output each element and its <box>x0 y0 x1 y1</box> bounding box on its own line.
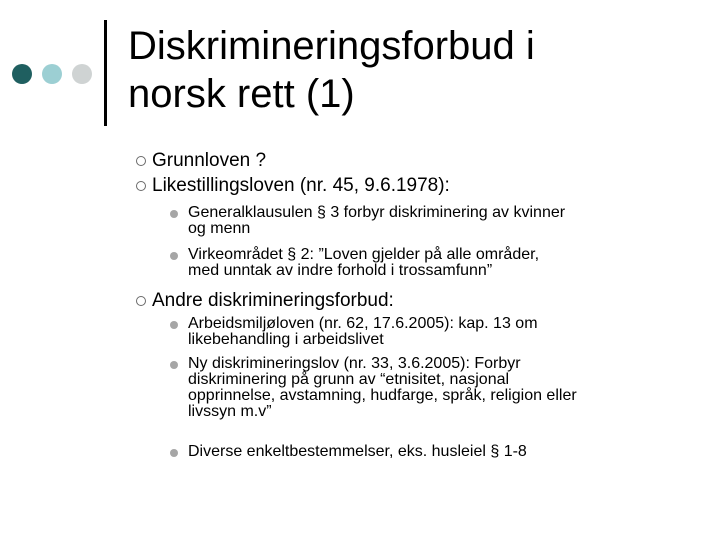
bullet-grunnloven: Grunnloven ? <box>152 150 267 171</box>
sub-bullet-generalklausulen <box>188 205 688 237</box>
text-line: livssyn m.v” <box>188 403 272 420</box>
sub-bullet-arbeidsmiljoloven <box>188 316 688 348</box>
gray-dot <box>72 64 92 84</box>
filled-bullet <box>170 449 178 457</box>
title-divider <box>104 20 107 126</box>
title-line-1: Diskrimineringsforbud i <box>128 24 535 68</box>
filled-bullet <box>170 321 178 329</box>
bullet-likestillingsloven: Likestillingsloven (nr. 45, 9.6.1978): <box>152 175 450 196</box>
dark-teal-dot <box>12 64 32 84</box>
sub-bullet-virkeomradet <box>188 247 688 279</box>
filled-bullet <box>170 210 178 218</box>
hollow-bullet <box>136 156 146 166</box>
text-line: og menn <box>188 220 251 237</box>
decorative-dots <box>12 64 96 86</box>
hollow-bullet <box>136 296 146 306</box>
text-line: med unntak av indre forhold i trossamfunn” <box>188 262 493 279</box>
text-line: Ny diskrimineringslov (nr. 33, 3.6.2005): Forbyr <box>188 355 521 372</box>
filled-bullet <box>170 361 178 369</box>
text-line: Virkeområdet § 2: ”Loven gjelder på alle områder, <box>188 246 540 263</box>
text-line: likebehandling i arbeidslivet <box>188 331 384 348</box>
text-line: diskriminering på grunn av “etnisitet, nasjonal <box>188 371 510 388</box>
bullet-andre-diskrimineringsforbud: Andre diskrimineringsforbud: <box>152 290 394 311</box>
text-line: Diverse enkeltbestemmelser, eks. husleiel § 1-8 <box>188 443 527 460</box>
text-line: opprinnelse, avstamning, hudfarge, språk, religion eller <box>188 387 577 404</box>
title-line-2: norsk rett (1) <box>128 72 355 116</box>
sub-bullet-diverse <box>188 444 688 460</box>
hollow-bullet <box>136 181 146 191</box>
text-line: Arbeidsmiljøloven (nr. 62, 17.6.2005): kap. 13 om <box>188 315 538 332</box>
filled-bullet <box>170 252 178 260</box>
sub-bullet-ny-diskrimineringslov <box>188 356 688 420</box>
light-teal-dot <box>42 64 62 84</box>
slide-title <box>128 22 708 118</box>
text-line: Generalklausulen § 3 forbyr diskriminering av kvinner <box>188 204 566 221</box>
